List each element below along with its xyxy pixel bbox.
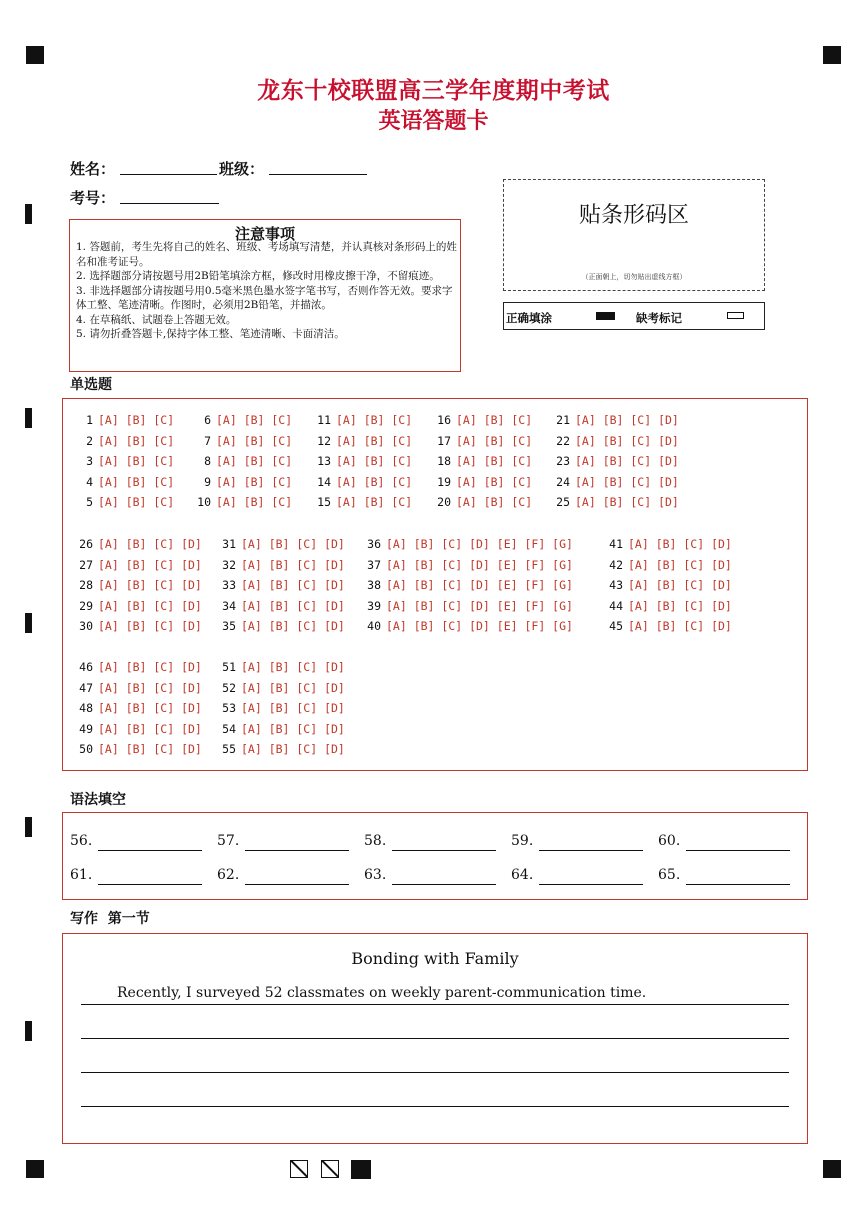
blank-answer-line[interactable]: [686, 850, 790, 851]
blank-answer-line[interactable]: [392, 850, 496, 851]
blank-number: 64.: [511, 867, 534, 883]
grammar-fill-title: 语法填空: [70, 792, 126, 808]
corner-mark-top-left: [26, 46, 44, 64]
answer-options[interactable]: [A] [B] [C] [D]: [241, 537, 345, 551]
answer-options[interactable]: [A] [B] [C] [D]: [241, 619, 345, 634]
question-number: 37: [367, 557, 381, 572]
answer-options[interactable]: [A] [B] [C]: [98, 413, 175, 427]
choice-question[interactable]: [218, 701, 345, 715]
answer-options[interactable]: [A] [B] [C] [D] [E] [F] [G]: [386, 578, 573, 593]
choice-question[interactable]: [75, 495, 174, 509]
choice-question[interactable]: [313, 434, 412, 448]
question-number: 10: [197, 495, 211, 510]
answer-options[interactable]: [A] [B] [C]: [336, 495, 413, 510]
question-number: 7: [204, 433, 211, 448]
answer-options[interactable]: [A] [B] [C] [D]: [241, 721, 345, 736]
question-number: 52: [222, 680, 236, 695]
question-number: 29: [79, 598, 93, 613]
exam-title: 龙东十校联盟高三学年度期中考试: [257, 77, 610, 104]
choice-question[interactable]: [313, 475, 412, 489]
choice-question[interactable]: [218, 742, 345, 756]
answer-options[interactable]: [A] [B] [C] [D]: [628, 557, 732, 572]
answer-options[interactable]: [A] [B] [C] [D]: [628, 537, 732, 551]
answer-options[interactable]: [A] [B] [C] [D]: [98, 701, 202, 716]
answer-options[interactable]: [A] [B] [C] [D]: [575, 474, 679, 489]
question-number: 41: [609, 537, 623, 551]
answer-options[interactable]: [A] [B] [C] [D]: [98, 557, 202, 572]
question-number: 28: [79, 578, 93, 593]
solid-box-mark: [351, 1160, 371, 1179]
blank-number: 59.: [511, 833, 534, 849]
question-number: 47: [79, 680, 93, 695]
question-number: 26: [79, 537, 93, 551]
corner-mark-bottom-right: [823, 1160, 841, 1178]
choice-question[interactable]: [75, 599, 202, 613]
question-number: 51: [222, 660, 236, 674]
blank-answer-line[interactable]: [539, 850, 643, 851]
writing-title: 写作 第一节: [70, 911, 150, 927]
answer-options[interactable]: [A] [B] [C]: [216, 413, 293, 427]
class-field[interactable]: [269, 174, 367, 175]
answer-options[interactable]: [A] [B] [C] [D]: [241, 578, 345, 593]
answer-options[interactable]: [A] [B] [C] [D]: [575, 495, 679, 510]
question-number: 35: [222, 619, 236, 634]
crossed-box-mark: [321, 1160, 339, 1178]
question-number: 1: [86, 413, 93, 427]
class-label: 班级：: [219, 160, 265, 178]
blank-number: 62.: [217, 867, 240, 883]
question-number: 38: [367, 578, 381, 593]
question-number: 9: [204, 474, 211, 489]
choice-question[interactable]: [75, 558, 202, 572]
notice-body: [76, 240, 458, 342]
grammar-fill-box: [62, 812, 808, 900]
choice-question[interactable]: [218, 558, 345, 572]
choice-question[interactable]: [313, 454, 412, 468]
choice-question[interactable]: [552, 454, 679, 468]
name-field[interactable]: [120, 174, 217, 175]
timing-mark: [25, 613, 32, 633]
answer-options[interactable]: [A] [B] [C]: [216, 454, 293, 469]
question-number: 53: [222, 701, 236, 716]
answer-options[interactable]: [A] [B] [C] [D]: [628, 619, 732, 634]
choice-question[interactable]: [218, 537, 345, 551]
answer-options[interactable]: [A] [B] [C]: [336, 413, 413, 427]
question-number: 21: [556, 413, 570, 427]
choice-question[interactable]: [218, 619, 345, 633]
question-number: 32: [222, 557, 236, 572]
choice-question[interactable]: [75, 434, 174, 448]
blank-number: 58.: [364, 833, 387, 849]
question-number: 18: [437, 454, 451, 469]
choice-question[interactable]: [433, 475, 532, 489]
name-label: 姓名：: [70, 160, 116, 178]
answer-options[interactable]: [A] [B] [C] [D] [E] [F] [G]: [386, 619, 573, 634]
question-number: 15: [317, 495, 331, 510]
essay-first-line: Recently, I surveyed 52 classmates on weekly parent-communication time.: [117, 985, 647, 1001]
choice-question[interactable]: [218, 599, 345, 613]
answer-options[interactable]: [A] [B] [C]: [216, 433, 293, 448]
answer-options[interactable]: [A] [B] [C] [D]: [575, 454, 679, 469]
answer-options[interactable]: [A] [B] [C] [D] [E] [F] [G]: [386, 537, 573, 551]
choice-question[interactable]: [193, 454, 292, 468]
question-number: 17: [437, 433, 451, 448]
corner-mark-bottom-left: [26, 1160, 44, 1178]
barcode-note: （正面朝上，切勿贴出虚线方框）: [581, 273, 687, 281]
notice-item: 2. 选择题部分请按题号用2B铅笔填涂方框，修改时用橡皮擦干净，不留痕迹。: [76, 270, 440, 282]
question-number: 4: [86, 474, 93, 489]
choice-question[interactable]: [605, 537, 732, 551]
answer-options[interactable]: [A] [B] [C]: [98, 495, 175, 510]
answer-options[interactable]: [A] [B] [C]: [216, 474, 293, 489]
blank-number: 63.: [364, 867, 387, 883]
answer-options[interactable]: [A] [B] [C] [D]: [98, 721, 202, 736]
question-number: 24: [556, 474, 570, 489]
blank-answer-line[interactable]: [98, 850, 202, 851]
answer-options[interactable]: [A] [B] [C] [D]: [241, 598, 345, 613]
blank-answer-line[interactable]: [686, 884, 790, 885]
choice-question[interactable]: [605, 599, 732, 613]
answer-options[interactable]: [A] [B] [C] [D]: [241, 742, 345, 757]
choice-question[interactable]: [193, 413, 292, 427]
question-number: 30: [79, 619, 93, 634]
question-number: 22: [556, 433, 570, 448]
question-number: 13: [317, 454, 331, 469]
answer-options[interactable]: [A] [B] [C]: [456, 495, 533, 510]
question-number: 40: [367, 619, 381, 634]
blank-number: 57.: [217, 833, 240, 849]
single-choice-box: [62, 398, 808, 771]
timing-mark: [25, 1021, 32, 1041]
question-number: 27: [79, 557, 93, 572]
answer-options[interactable]: [A] [B] [C] [D]: [241, 701, 345, 716]
blank-answer-line[interactable]: [245, 884, 349, 885]
notice-item: 3. 非选择题部分请按题号用0.5毫米黑色墨水签字笔书写，否则作答无效。要求字体工整、笔迹清晰。作图时，必须用2B铅笔，并描浓。: [76, 284, 453, 311]
choice-question[interactable]: [363, 537, 573, 551]
question-number: 19: [437, 474, 451, 489]
choice-question[interactable]: [75, 722, 202, 736]
essay-line[interactable]: [81, 1038, 789, 1039]
blank-number: 60.: [658, 833, 681, 849]
answer-options[interactable]: [A] [B] [C] [D]: [241, 557, 345, 572]
answer-options[interactable]: [A] [B] [C]: [336, 474, 413, 489]
question-number: 2: [86, 433, 93, 448]
absent-mark-box[interactable]: [727, 312, 744, 319]
answer-options[interactable]: [A] [B] [C]: [336, 454, 413, 469]
choice-question[interactable]: [75, 578, 202, 592]
answer-options[interactable]: [A] [B] [C] [D]: [575, 413, 679, 427]
answer-options[interactable]: [A] [B] [C] [D]: [628, 578, 732, 593]
notice-item: 1. 答题前，考生先将自己的姓名、班级、考场填写清楚，并认真核对条形码上的姓名和准考证号。: [76, 241, 457, 268]
choice-question[interactable]: [193, 434, 292, 448]
choice-question[interactable]: [75, 660, 202, 674]
choice-question[interactable]: [75, 701, 202, 715]
single-choice-title: 单选题: [70, 377, 112, 393]
timing-mark: [25, 204, 32, 224]
question-number: 20: [437, 495, 451, 510]
question-number: 14: [317, 474, 331, 489]
question-number: 45: [609, 619, 623, 634]
choice-question[interactable]: [605, 619, 732, 633]
answer-options[interactable]: [A] [B] [C] [D]: [98, 680, 202, 695]
answer-options[interactable]: [A] [B] [C] [D] [E] [F] [G]: [386, 557, 573, 572]
answer-options[interactable]: [A] [B] [C] [D]: [628, 598, 732, 613]
choice-question[interactable]: [75, 413, 174, 427]
exam-id-label: 考号：: [70, 189, 116, 207]
question-number: 11: [317, 413, 331, 427]
answer-options[interactable]: [A] [B] [C] [D]: [98, 578, 202, 593]
timing-mark: [25, 408, 32, 428]
notice-box: [69, 219, 461, 372]
choice-question[interactable]: [363, 558, 573, 572]
choice-question[interactable]: [193, 475, 292, 489]
notice-item: 5. 请勿折叠答题卡,保持字体工整、笔迹清晰、卡面清洁。: [76, 328, 345, 340]
answer-options[interactable]: [A] [B] [C]: [456, 413, 533, 427]
choice-question[interactable]: [75, 742, 202, 756]
choice-question[interactable]: [605, 578, 732, 592]
absent-mark-label: 缺考标记: [636, 311, 682, 325]
question-number: 16: [437, 413, 451, 427]
question-number: 6: [204, 413, 211, 427]
choice-question[interactable]: [75, 454, 174, 468]
question-number: 49: [79, 721, 93, 736]
answer-options[interactable]: [A] [B] [C] [D]: [241, 660, 345, 674]
fill-example-box: [503, 302, 765, 330]
blank-number: 65.: [658, 867, 681, 883]
choice-question[interactable]: [433, 454, 532, 468]
answer-options[interactable]: [A] [B] [C] [D]: [575, 433, 679, 448]
answer-options[interactable]: [A] [B] [C]: [456, 454, 533, 469]
choice-question[interactable]: [75, 475, 174, 489]
choice-question[interactable]: [552, 495, 679, 509]
answer-sheet-title: 英语答题卡: [378, 108, 489, 134]
blank-number: 56.: [70, 833, 93, 849]
choice-question[interactable]: [313, 495, 412, 509]
question-number: 12: [317, 433, 331, 448]
choice-question[interactable]: [363, 578, 573, 592]
question-number: 50: [79, 742, 93, 757]
question-number: 34: [222, 598, 236, 613]
question-number: 5: [86, 495, 93, 510]
answer-options[interactable]: [A] [B] [C] [D]: [241, 680, 345, 695]
answer-options[interactable]: [A] [B] [C]: [98, 433, 175, 448]
choice-question[interactable]: [363, 619, 573, 633]
essay-line[interactable]: [81, 1004, 789, 1005]
answer-options[interactable]: [A] [B] [C] [D]: [98, 742, 202, 757]
choice-question[interactable]: [75, 619, 202, 633]
question-number: 44: [609, 598, 623, 613]
correct-fill-label: 正确填涂: [506, 311, 552, 325]
question-number: 46: [79, 660, 93, 674]
barcode-title: 贴条形码区: [578, 203, 689, 228]
blank-answer-line[interactable]: [392, 884, 496, 885]
answer-options[interactable]: [A] [B] [C] [D]: [98, 537, 202, 551]
writing-box: [62, 933, 808, 1144]
answer-options[interactable]: [A] [B] [C] [D]: [98, 660, 202, 674]
crossed-box-mark: [290, 1160, 308, 1178]
question-number: 31: [222, 537, 236, 551]
choice-question[interactable]: [552, 434, 679, 448]
answer-options[interactable]: [A] [B] [C]: [456, 433, 533, 448]
question-number: 25: [556, 495, 570, 510]
question-number: 42: [609, 557, 623, 572]
question-number: 39: [367, 598, 381, 613]
choice-question[interactable]: [75, 681, 202, 695]
notice-item: 4. 在草稿纸、试题卷上答题无效。: [76, 313, 237, 326]
question-number: 23: [556, 454, 570, 469]
exam-id-field[interactable]: [120, 203, 219, 204]
notice-title: 注意事项: [234, 225, 295, 243]
choice-question[interactable]: [193, 495, 292, 509]
question-number: 36: [367, 537, 381, 551]
answer-options[interactable]: [A] [B] [C] [D]: [98, 598, 202, 613]
blank-answer-line[interactable]: [98, 884, 202, 885]
essay-line[interactable]: [81, 1106, 789, 1107]
question-number: 43: [609, 578, 623, 593]
question-number: 8: [204, 454, 211, 469]
choice-question[interactable]: [75, 537, 202, 551]
choice-question[interactable]: [313, 413, 412, 427]
question-number: 48: [79, 701, 93, 716]
essay-title: Bonding with Family: [351, 949, 519, 968]
choice-question[interactable]: [605, 558, 732, 572]
question-number: 55: [222, 742, 236, 757]
answer-options[interactable]: [A] [B] [C]: [98, 474, 175, 489]
answer-options[interactable]: [A] [B] [C]: [216, 495, 293, 510]
blank-number: 61.: [70, 867, 93, 883]
question-number: 3: [86, 454, 93, 469]
barcode-area: [503, 179, 765, 291]
choice-question[interactable]: [552, 475, 679, 489]
answer-options[interactable]: [A] [B] [C]: [98, 454, 175, 469]
question-number: 54: [222, 721, 236, 736]
choice-question[interactable]: [433, 495, 532, 509]
choice-question[interactable]: [218, 578, 345, 592]
correct-fill-sample: [596, 312, 615, 320]
blank-answer-line[interactable]: [245, 850, 349, 851]
choice-question[interactable]: [363, 599, 573, 613]
answer-options[interactable]: [A] [B] [C] [D] [E] [F] [G]: [386, 598, 573, 613]
answer-options[interactable]: [A] [B] [C]: [456, 474, 533, 489]
choice-question[interactable]: [433, 434, 532, 448]
choice-question[interactable]: [433, 413, 532, 427]
question-number: 33: [222, 578, 236, 593]
choice-question[interactable]: [218, 660, 345, 674]
essay-line[interactable]: [81, 1072, 789, 1073]
corner-mark-top-right: [823, 46, 841, 64]
timing-mark: [25, 817, 32, 837]
choice-question[interactable]: [218, 681, 345, 695]
answer-options[interactable]: [A] [B] [C]: [336, 433, 413, 448]
choice-question[interactable]: [218, 722, 345, 736]
blank-answer-line[interactable]: [539, 884, 643, 885]
answer-options[interactable]: [A] [B] [C] [D]: [98, 619, 202, 634]
choice-question[interactable]: [552, 413, 679, 427]
